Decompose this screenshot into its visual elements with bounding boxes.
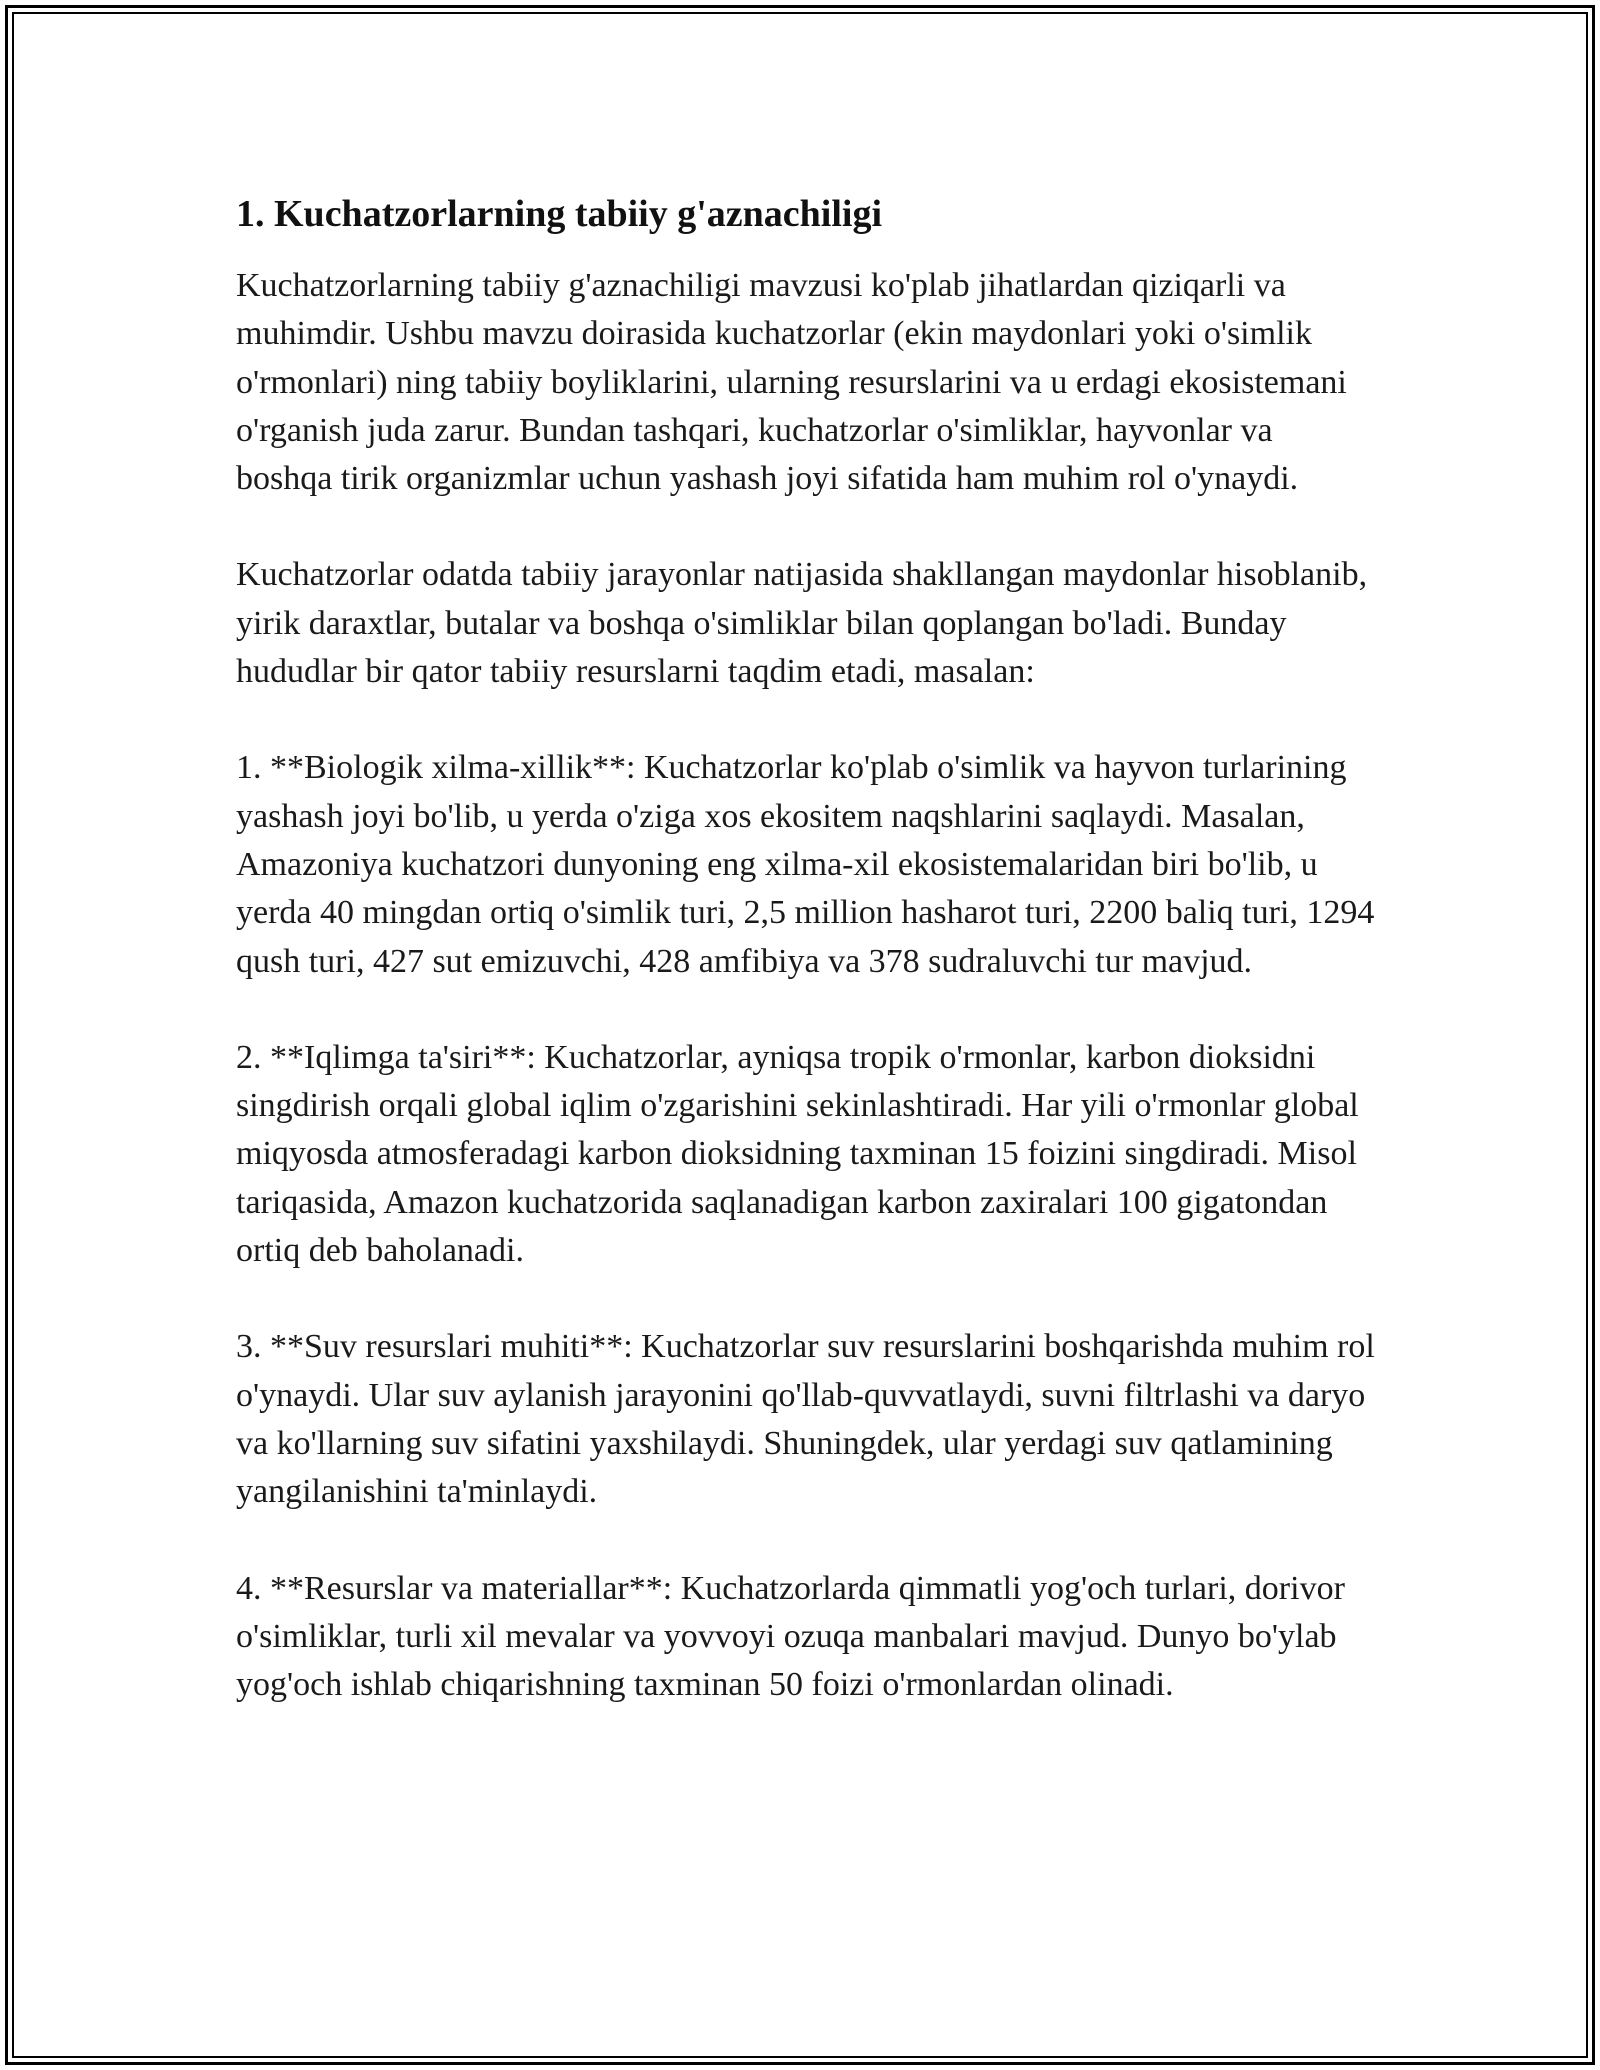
paragraph-intro: Kuchatzorlarning tabiiy g'aznachiligi mavzusi ko'plab jihatlardan qiziqarli va muhimdir. Ushbu mavzu doirasida kuchatzorlar (ekin maydonlari yoki o'simlik o'rmonlari) ning tabiiy boyliklarini, ularning resurslarini va u erdagi ekosistemani o'rganish juda zarur. Bundan tashqari, kuchatzorlar o'simliklar, hayvonlar va boshqa tirik organizmlar uchun yashash joyi sifatida ham muhim rol o'ynaydi. — [236, 267, 1347, 498]
list-item-materials: 4. **Resurslar va materiallar**: Kuchatzorlarda qimmatli yog'och turlari, dorivor o'simliklar, turli xil mevalar va yovvoyi ozuqa manbalari mavjud. Dunyo bo'ylab yog'och ishlab chiqarishning taxminan 50 foizi o'rmonlardan olinadi. — [236, 1569, 1345, 1704]
list-item-biodiversity: 1. **Biologik xilma-xillik**: Kuchatzorlar ko'plab o'simlik va hayvon turlarining yashash joyi bo'lib, u yerda o'ziga xos ekositem naqshlarini saqlaydi. Masalan, Amazoniya kuchatzori dunyoning eng xilma-xil ekosistemalaridan biri bo'lib, u yerda 40 mingdan ortiq o'simlik turi, 2,5 million hasharot turi, 2200 baliq turi, 1294 qush turi, 427 sut emizuvchi, 428 amfibiya va 378 sudraluvchi tur mavjud. — [236, 749, 1375, 980]
list-item-water-resources: 3. **Suv resurslari muhiti**: Kuchatzorlar suv resurslarini boshqarishda muhim rol o'ynaydi. Ular suv aylanish jarayonini qo'llab-quvvatlaydi, suvni filtrlashi va daryo va ko'llarning suv sifatini yaxshilaydi. Shuningdek, ular yerdagi suv qatlamining yangilanishini ta'minlaydi. — [236, 1328, 1375, 1511]
document-body — [236, 186, 1376, 1757]
document-title: 1. Kuchatzorlarning tabiiy g'aznachiligi — [236, 193, 883, 235]
paragraph-resources-overview: Kuchatzorlar odatda tabiiy jarayonlar natijasida shakllangan maydonlar hisoblanib, yirik daraxtlar, butalar va boshqa o'simliklar bilan qoplangan bo'ladi. Bunday hududlar bir qator tabiiy resurslarni taqdim etadi, masalan: — [236, 556, 1368, 691]
list-item-climate-impact: 2. **Iqlimga ta'siri**: Kuchatzorlar, ayniqsa tropik o'rmonlar, karbon dioksidni singdirish orqali global iqlim o'zgarishini sekinlashtiradi. Har yili o'rmonlar global miqyosda atmosferadagi karbon dioksidning taxminan 15 foizini singdiradi. Misol tariqasida, Amazon kuchatzorida saqlanadigan karbon zaxiralari 100 gigatondan ortiq deb baholanadi. — [236, 1038, 1359, 1270]
